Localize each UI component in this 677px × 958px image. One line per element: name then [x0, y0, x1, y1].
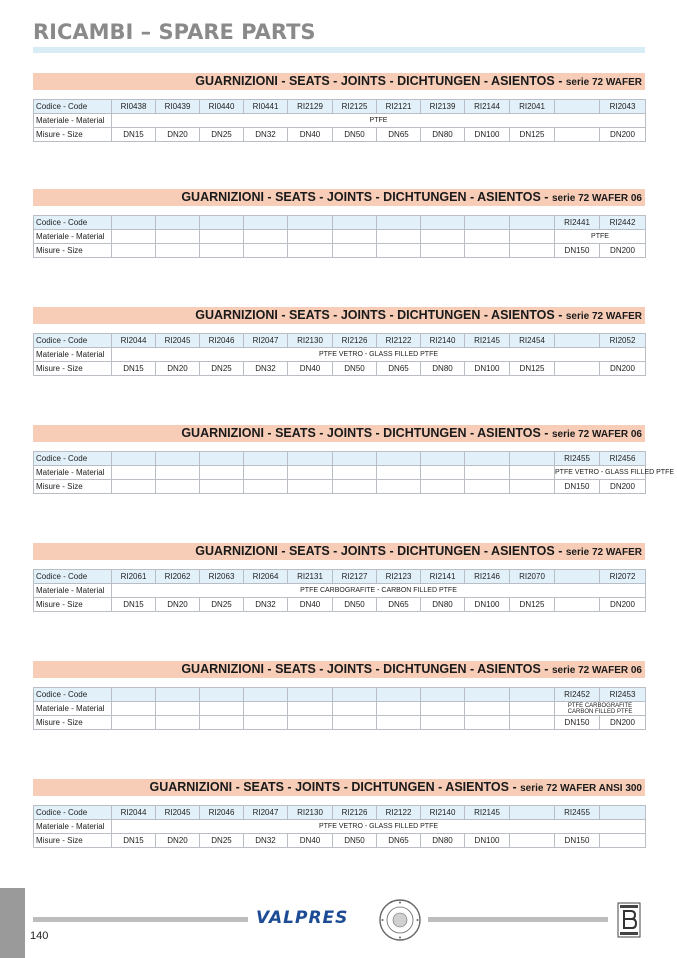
- size-cell: DN65: [377, 362, 421, 376]
- code-cell: RI2455: [555, 806, 600, 820]
- size-cell: [288, 716, 333, 730]
- size-cell: DN50: [333, 128, 377, 142]
- size-cell: [244, 480, 288, 494]
- code-cell: RI2121: [377, 100, 421, 114]
- code-cell: [244, 688, 288, 702]
- size-row: [34, 834, 646, 848]
- size-cell: [112, 244, 156, 258]
- size-cell: DN100: [465, 834, 510, 848]
- material-row: [34, 230, 646, 244]
- row-label: Codice - Code: [34, 688, 112, 702]
- size-cell: DN32: [244, 362, 288, 376]
- code-cell: [288, 216, 333, 230]
- code-cell: RI2140: [421, 806, 465, 820]
- page-title: RICAMBI – SPARE PARTS: [33, 20, 316, 44]
- size-cell: DN25: [200, 362, 244, 376]
- section-heading: [33, 189, 645, 206]
- code-cell: RI2452: [555, 688, 600, 702]
- size-cell: [465, 716, 510, 730]
- size-cell: [244, 244, 288, 258]
- size-cell: [288, 244, 333, 258]
- size-cell: [555, 128, 600, 142]
- empty-cell: [465, 466, 510, 480]
- empty-cell: [421, 466, 465, 480]
- empty-cell: [510, 230, 555, 244]
- row-label: Materiale - Material: [34, 348, 112, 362]
- code-cell: [510, 216, 555, 230]
- empty-cell: [377, 466, 421, 480]
- size-cell: [465, 480, 510, 494]
- parts-section: [33, 189, 645, 258]
- size-cell: [421, 244, 465, 258]
- size-cell: [200, 716, 244, 730]
- parts-table: [33, 451, 675, 494]
- code-cell: [465, 452, 510, 466]
- size-cell: DN125: [510, 598, 555, 612]
- empty-cell: [465, 230, 510, 244]
- code-cell: RI2456: [600, 452, 646, 466]
- section-heading-text: GUARNIZIONI - SEATS - JOINTS - DICHTUNGEN - ASIENTOS -: [195, 544, 566, 558]
- code-cell: [156, 216, 200, 230]
- empty-cell: [112, 466, 156, 480]
- empty-cell: [244, 702, 288, 716]
- size-row: [34, 244, 646, 258]
- parts-section: [33, 543, 645, 612]
- material-row: [34, 348, 646, 362]
- valpres-logo: VALPRES: [256, 908, 349, 928]
- size-cell: [377, 244, 421, 258]
- size-cell: DN32: [244, 834, 288, 848]
- size-cell: DN50: [333, 362, 377, 376]
- code-cell: RI2072: [600, 570, 646, 584]
- code-cell: [555, 570, 600, 584]
- empty-cell: [510, 466, 555, 480]
- size-cell: DN50: [333, 834, 377, 848]
- code-row: [34, 570, 646, 584]
- code-cell: [288, 688, 333, 702]
- code-cell: [421, 452, 465, 466]
- section-heading: [33, 307, 645, 324]
- code-cell: [555, 334, 600, 348]
- code-cell: RI2141: [421, 570, 465, 584]
- size-cell: DN15: [112, 362, 156, 376]
- code-cell: [112, 688, 156, 702]
- empty-cell: [156, 230, 200, 244]
- size-cell: DN80: [421, 834, 465, 848]
- size-cell: [377, 716, 421, 730]
- empty-cell: [333, 466, 377, 480]
- section-heading: [33, 425, 645, 442]
- empty-cell: [156, 702, 200, 716]
- size-cell: [244, 716, 288, 730]
- size-cell: [288, 480, 333, 494]
- size-cell: DN15: [112, 834, 156, 848]
- size-row: [34, 128, 646, 142]
- section-heading-text: GUARNIZIONI - SEATS - JOINTS - DICHTUNGEN - ASIENTOS -: [181, 190, 552, 204]
- row-label: Codice - Code: [34, 100, 112, 114]
- code-row: [34, 806, 646, 820]
- code-cell: RI2123: [377, 570, 421, 584]
- size-cell: DN40: [288, 598, 333, 612]
- empty-cell: [244, 466, 288, 480]
- size-cell: [333, 244, 377, 258]
- section-heading-text: GUARNIZIONI - SEATS - JOINTS - DICHTUNGEN - ASIENTOS -: [181, 426, 552, 440]
- code-cell: RI2044: [112, 806, 156, 820]
- size-cell: [465, 244, 510, 258]
- size-cell: DN125: [510, 128, 555, 142]
- code-cell: RI2047: [244, 334, 288, 348]
- row-label: Materiale - Material: [34, 584, 112, 598]
- section-serie: serie 72 WAFER: [565, 311, 642, 322]
- code-cell: [377, 216, 421, 230]
- empty-cell: [200, 702, 244, 716]
- size-cell: DN125: [510, 362, 555, 376]
- row-label: Codice - Code: [34, 334, 112, 348]
- row-label: Misure - Size: [34, 362, 112, 376]
- size-row: [34, 598, 646, 612]
- size-cell: DN25: [200, 834, 244, 848]
- code-cell: RI2442: [600, 216, 646, 230]
- code-cell: RI2047: [244, 806, 288, 820]
- material-cell: PTFE VETRO - GLASS FILLED PTFE: [555, 466, 646, 480]
- footer-line-right: [428, 917, 608, 922]
- row-label: Materiale - Material: [34, 702, 112, 716]
- page-number: 140: [30, 930, 49, 942]
- code-cell: RI0438: [112, 100, 156, 114]
- size-cell: [555, 598, 600, 612]
- code-cell: RI2070: [510, 570, 555, 584]
- code-cell: [333, 452, 377, 466]
- code-row: [34, 334, 646, 348]
- code-cell: RI2144: [465, 100, 510, 114]
- code-row: [34, 216, 646, 230]
- code-cell: [112, 452, 156, 466]
- section-heading: [33, 543, 645, 560]
- row-label: Materiale - Material: [34, 466, 112, 480]
- size-cell: DN80: [421, 128, 465, 142]
- material-cell: PTFE CARBOGRAFITE - CARBON FILLED PTFE: [112, 584, 646, 598]
- size-cell: DN65: [377, 128, 421, 142]
- material-cell: PTFE VETRO - GLASS FILLED PTFE: [112, 820, 646, 834]
- material-cell: PTFE VETRO - GLASS FILLED PTFE: [112, 348, 646, 362]
- code-row: [34, 100, 646, 114]
- size-row: [34, 362, 646, 376]
- code-cell: RI2145: [465, 806, 510, 820]
- size-cell: DN80: [421, 598, 465, 612]
- code-cell: [465, 216, 510, 230]
- material-row: [34, 702, 646, 716]
- code-cell: RI2130: [288, 806, 333, 820]
- code-cell: [421, 216, 465, 230]
- code-cell: [112, 216, 156, 230]
- size-cell: [555, 362, 600, 376]
- size-cell: [112, 716, 156, 730]
- section-heading-text: GUARNIZIONI - SEATS - JOINTS - DICHTUNGEN - ASIENTOS -: [195, 308, 566, 322]
- empty-cell: [200, 466, 244, 480]
- material-row: [34, 114, 646, 128]
- size-cell: DN150: [555, 480, 600, 494]
- empty-cell: [112, 702, 156, 716]
- code-cell: RI2139: [421, 100, 465, 114]
- code-cell: RI2045: [156, 806, 200, 820]
- section-heading-text: GUARNIZIONI - SEATS - JOINTS - DICHTUNGEN - ASIENTOS -: [181, 662, 552, 676]
- material-row: [34, 466, 646, 480]
- size-cell: [421, 716, 465, 730]
- row-label: Codice - Code: [34, 570, 112, 584]
- code-row: [34, 688, 646, 702]
- code-cell: RI2061: [112, 570, 156, 584]
- material-row: [34, 584, 646, 598]
- code-cell: RI2146: [465, 570, 510, 584]
- parts-section: [33, 425, 675, 494]
- size-cell: DN150: [555, 834, 600, 848]
- code-cell: RI2145: [465, 334, 510, 348]
- size-cell: DN20: [156, 128, 200, 142]
- code-cell: RI2126: [333, 334, 377, 348]
- code-cell: RI2063: [200, 570, 244, 584]
- empty-cell: [465, 702, 510, 716]
- size-cell: [510, 480, 555, 494]
- material-cell: PTFE: [112, 114, 646, 128]
- empty-cell: [288, 466, 333, 480]
- size-cell: DN50: [333, 598, 377, 612]
- code-cell: RI2125: [333, 100, 377, 114]
- empty-cell: [112, 230, 156, 244]
- code-cell: RI0439: [156, 100, 200, 114]
- size-cell: [333, 480, 377, 494]
- empty-cell: [377, 230, 421, 244]
- size-cell: [510, 834, 555, 848]
- parts-section: [33, 307, 645, 376]
- code-cell: [377, 688, 421, 702]
- size-cell: DN200: [600, 598, 646, 612]
- empty-cell: [156, 466, 200, 480]
- code-cell: RI2122: [377, 334, 421, 348]
- size-cell: DN40: [288, 362, 333, 376]
- size-cell: DN40: [288, 128, 333, 142]
- code-cell: RI2129: [288, 100, 333, 114]
- code-cell: RI2044: [112, 334, 156, 348]
- size-cell: [156, 480, 200, 494]
- row-label: Misure - Size: [34, 480, 112, 494]
- code-cell: [244, 452, 288, 466]
- section-serie: serie 72 WAFER: [565, 547, 642, 558]
- size-cell: DN32: [244, 128, 288, 142]
- code-cell: RI2064: [244, 570, 288, 584]
- size-cell: DN150: [555, 244, 600, 258]
- row-label: Misure - Size: [34, 128, 112, 142]
- size-cell: [600, 834, 646, 848]
- parts-table: [33, 99, 646, 142]
- size-cell: DN65: [377, 598, 421, 612]
- code-cell: [555, 100, 600, 114]
- row-label: Codice - Code: [34, 216, 112, 230]
- empty-cell: [510, 702, 555, 716]
- section-heading: [33, 779, 645, 796]
- parts-table: [33, 333, 646, 376]
- code-cell: RI2454: [510, 334, 555, 348]
- code-cell: [421, 688, 465, 702]
- material-row: [34, 820, 646, 834]
- code-cell: [200, 216, 244, 230]
- code-cell: [510, 806, 555, 820]
- code-cell: RI2062: [156, 570, 200, 584]
- code-cell: RI2455: [555, 452, 600, 466]
- size-cell: DN65: [377, 834, 421, 848]
- code-cell: [600, 806, 646, 820]
- code-cell: RI2046: [200, 806, 244, 820]
- empty-cell: [288, 230, 333, 244]
- section-heading: [33, 73, 645, 90]
- size-cell: DN100: [465, 598, 510, 612]
- empty-cell: [200, 230, 244, 244]
- section-serie: serie 72 WAFER 06: [551, 429, 642, 440]
- page-edge-tab: [0, 888, 25, 958]
- empty-cell: [333, 230, 377, 244]
- size-cell: [377, 480, 421, 494]
- title-underline: [33, 47, 645, 53]
- empty-cell: [421, 230, 465, 244]
- size-cell: DN15: [112, 598, 156, 612]
- section-serie: serie 72 WAFER 06: [551, 193, 642, 204]
- section-heading-text: GUARNIZIONI - SEATS - JOINTS - DICHTUNGEN - ASIENTOS -: [195, 74, 566, 88]
- code-cell: [333, 688, 377, 702]
- size-cell: DN200: [600, 128, 646, 142]
- size-cell: [112, 480, 156, 494]
- size-cell: DN200: [600, 480, 646, 494]
- empty-cell: [421, 702, 465, 716]
- parts-section: [33, 661, 645, 730]
- material-cell: PTFE: [555, 230, 646, 244]
- section-serie: serie 72 WAFER 06: [551, 665, 642, 676]
- parts-section: [33, 73, 645, 142]
- code-cell: [333, 216, 377, 230]
- code-cell: RI2052: [600, 334, 646, 348]
- code-cell: [288, 452, 333, 466]
- empty-cell: [288, 702, 333, 716]
- size-cell: DN20: [156, 598, 200, 612]
- empty-cell: [244, 230, 288, 244]
- row-label: Materiale - Material: [34, 230, 112, 244]
- size-cell: DN80: [421, 362, 465, 376]
- section-serie: serie 72 WAFER: [565, 77, 642, 88]
- code-cell: RI2127: [333, 570, 377, 584]
- size-cell: [333, 716, 377, 730]
- size-cell: [421, 480, 465, 494]
- size-row: [34, 716, 646, 730]
- code-cell: RI2140: [421, 334, 465, 348]
- code-cell: [244, 216, 288, 230]
- group-logo-icon: [617, 902, 641, 938]
- code-cell: [200, 452, 244, 466]
- parts-table: [33, 687, 646, 730]
- code-cell: RI2043: [600, 100, 646, 114]
- code-row: [34, 452, 646, 466]
- size-cell: DN100: [465, 128, 510, 142]
- size-cell: [200, 244, 244, 258]
- code-cell: RI0441: [244, 100, 288, 114]
- row-label: Codice - Code: [34, 452, 112, 466]
- code-cell: RI0440: [200, 100, 244, 114]
- size-cell: DN40: [288, 834, 333, 848]
- row-label: Misure - Size: [34, 244, 112, 258]
- size-cell: DN200: [600, 716, 646, 730]
- row-label: Codice - Code: [34, 806, 112, 820]
- size-cell: DN15: [112, 128, 156, 142]
- code-cell: [377, 452, 421, 466]
- size-cell: DN20: [156, 362, 200, 376]
- size-cell: DN200: [600, 362, 646, 376]
- parts-table: [33, 569, 646, 612]
- footer-line-left: [33, 917, 248, 922]
- size-cell: DN200: [600, 244, 646, 258]
- section-heading: [33, 661, 645, 678]
- size-cell: [156, 244, 200, 258]
- size-row: [34, 480, 646, 494]
- code-cell: [465, 688, 510, 702]
- parts-table: [33, 805, 646, 848]
- material-cell: PTFE CARBOGRAFITE CARBON FILLED PTFE: [555, 702, 646, 716]
- code-cell: RI2046: [200, 334, 244, 348]
- size-cell: [510, 716, 555, 730]
- size-cell: DN100: [465, 362, 510, 376]
- code-cell: RI2122: [377, 806, 421, 820]
- code-cell: RI2041: [510, 100, 555, 114]
- code-cell: RI2045: [156, 334, 200, 348]
- size-cell: [156, 716, 200, 730]
- size-cell: DN25: [200, 598, 244, 612]
- row-label: Misure - Size: [34, 716, 112, 730]
- section-serie: serie 72 WAFER ANSI 300: [520, 783, 642, 794]
- section-heading-text: GUARNIZIONI - SEATS - JOINTS - DICHTUNGEN - ASIENTOS -: [149, 780, 521, 794]
- size-cell: DN20: [156, 834, 200, 848]
- code-cell: [200, 688, 244, 702]
- row-label: Misure - Size: [34, 834, 112, 848]
- code-cell: RI2453: [600, 688, 646, 702]
- size-cell: [200, 480, 244, 494]
- code-cell: RI2126: [333, 806, 377, 820]
- code-cell: RI2441: [555, 216, 600, 230]
- code-cell: [510, 452, 555, 466]
- empty-cell: [333, 702, 377, 716]
- certification-seal-icon: [378, 898, 422, 942]
- row-label: Materiale - Material: [34, 820, 112, 834]
- code-cell: [156, 452, 200, 466]
- size-cell: [510, 244, 555, 258]
- code-cell: [156, 688, 200, 702]
- empty-cell: [377, 702, 421, 716]
- size-cell: DN150: [555, 716, 600, 730]
- size-cell: DN32: [244, 598, 288, 612]
- code-cell: RI2131: [288, 570, 333, 584]
- code-cell: RI2130: [288, 334, 333, 348]
- size-cell: DN25: [200, 128, 244, 142]
- code-cell: [510, 688, 555, 702]
- row-label: Materiale - Material: [34, 114, 112, 128]
- parts-table: [33, 215, 646, 258]
- row-label: Misure - Size: [34, 598, 112, 612]
- parts-section: [33, 779, 645, 848]
